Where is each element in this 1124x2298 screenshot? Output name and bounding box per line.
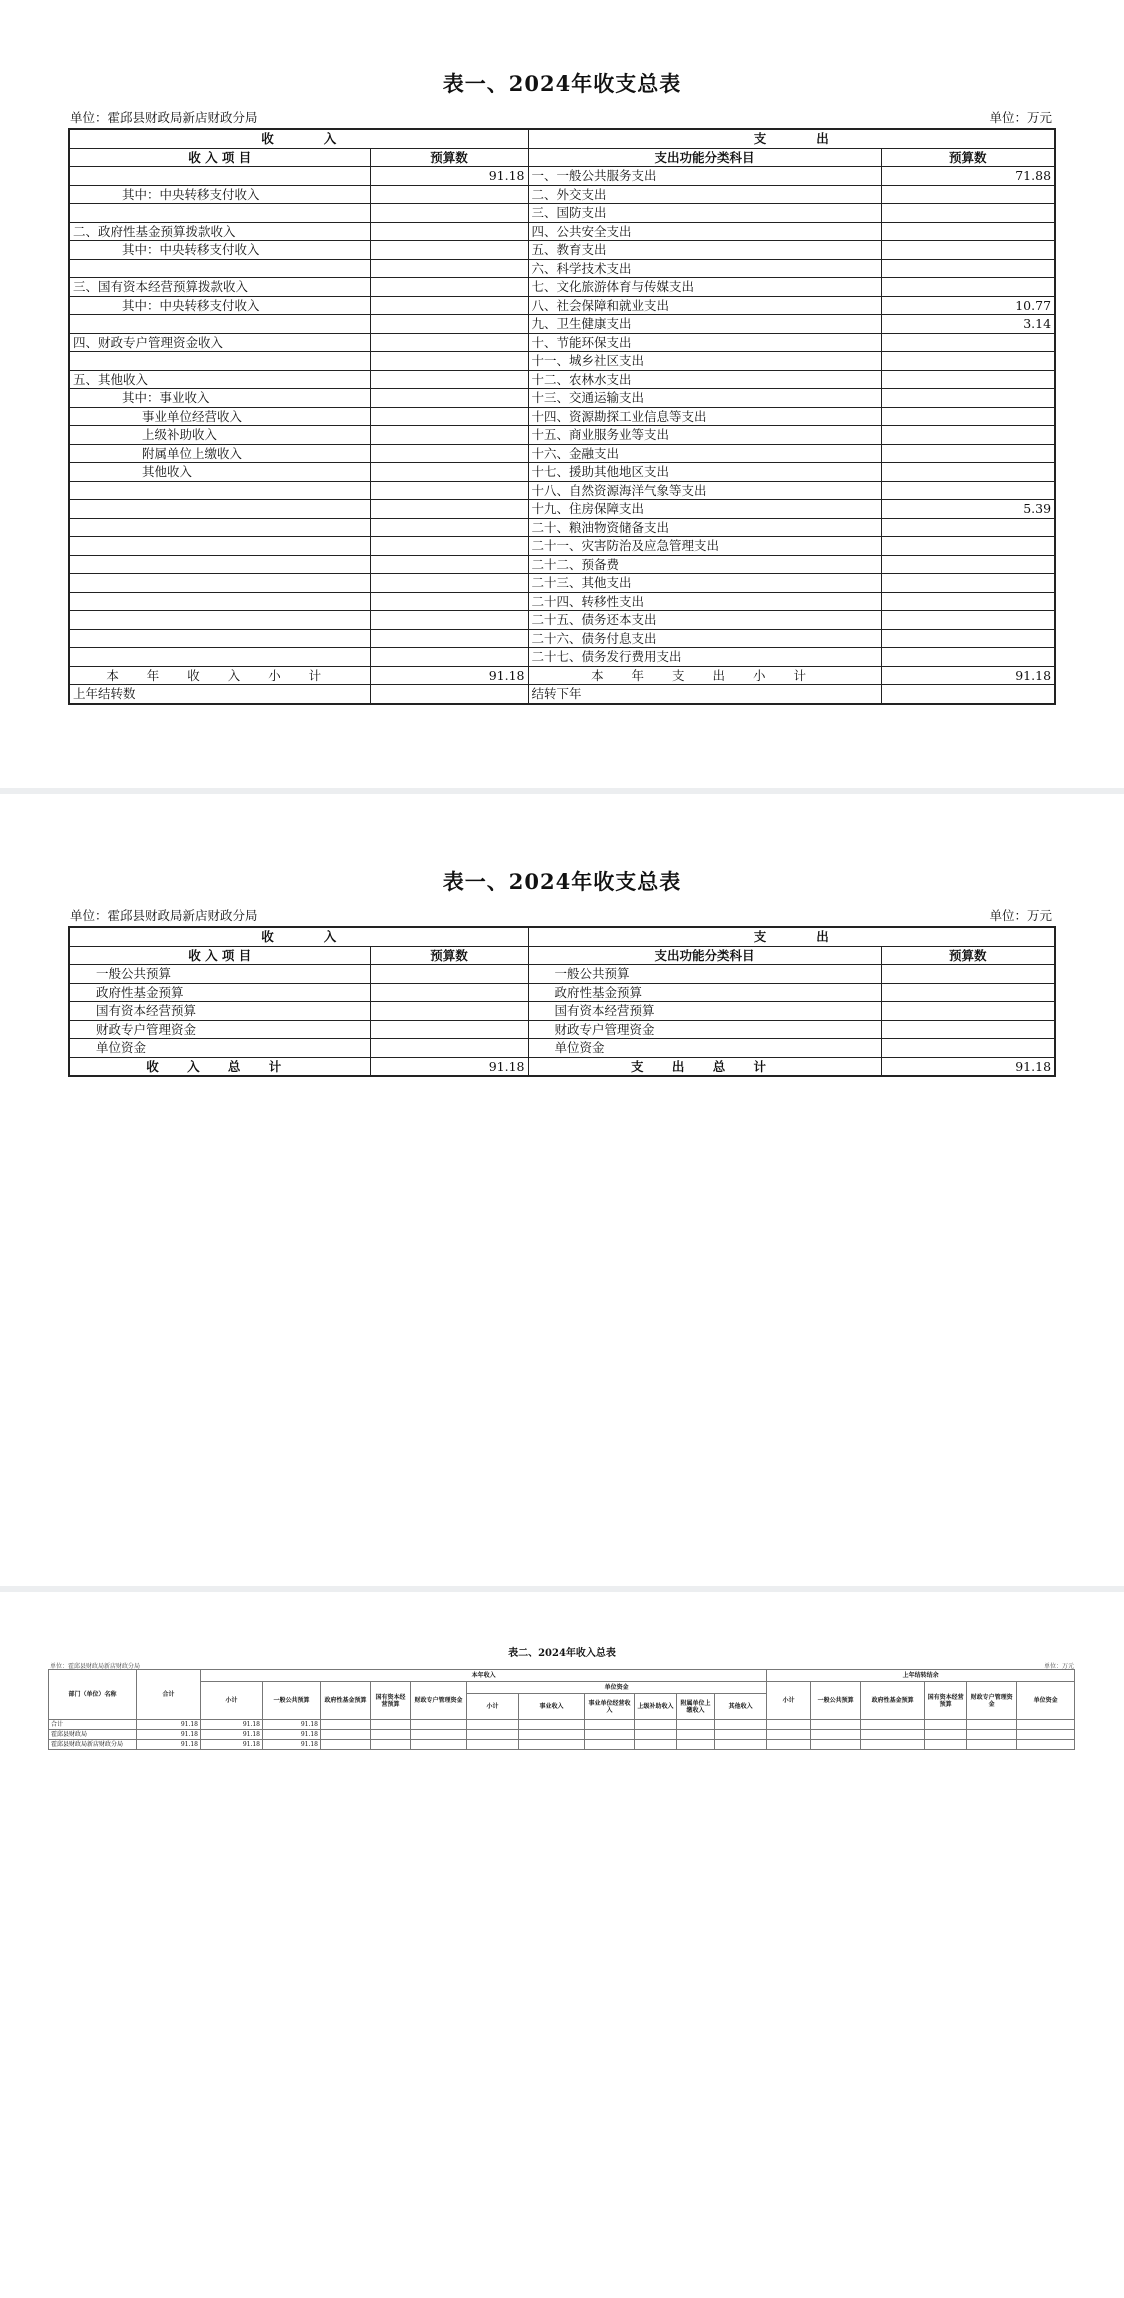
expense-item: 十八、自然资源海洋气象等支出 [528, 481, 881, 500]
t2-h-p-state: 国有资本经营预算 [925, 1682, 967, 1720]
table-row [69, 315, 1055, 334]
income-amount: 91.18 [370, 167, 528, 186]
empty-cell [321, 1720, 371, 1730]
row-general: 91.18 [263, 1740, 321, 1750]
expense-item: 九、卫生健康支出 [528, 315, 881, 334]
table2-unit-left: 单位：霍邱县财政局新店财政分局 [50, 1663, 141, 1670]
expense-amount [881, 611, 1055, 630]
table-row [49, 1740, 1075, 1750]
expense-item: 七、文化旅游体育与传媒支出 [528, 278, 881, 297]
t2-h-u-affiliate: 附属单位上缴收入 [677, 1694, 715, 1720]
col-expense-item-2: 支出功能分类科目 [528, 946, 881, 965]
carry-in-label: 上年结转数 [69, 685, 370, 704]
table1b-title: 表一、2024年收支总表 [442, 869, 682, 894]
expense-item: 二十三、其他支出 [528, 574, 881, 593]
income-item [69, 481, 370, 500]
expense-amount [881, 259, 1055, 278]
table-row [69, 204, 1055, 223]
row-total: 91.18 [137, 1730, 201, 1740]
income-amount [370, 296, 528, 315]
table-row [49, 1730, 1075, 1740]
t2-h-dept: 部门（单位）名称 [49, 1670, 137, 1720]
table-row [69, 1020, 1055, 1039]
row-total: 91.18 [137, 1720, 201, 1730]
expense-amount [881, 1039, 1055, 1058]
col-income-item-2: 收 入 项 目 [69, 946, 370, 965]
empty-cell [967, 1740, 1017, 1750]
income-amount [370, 426, 528, 445]
table-row [69, 444, 1055, 463]
table2-title: 表二、2024年收入总表 [508, 1648, 616, 1659]
income-item [69, 259, 370, 278]
income-amount [370, 648, 528, 667]
t2-h-fund: 政府性基金预算 [321, 1682, 371, 1720]
income-item: 附属单位上缴收入 [69, 444, 370, 463]
income-amount [370, 185, 528, 204]
expense-item: 十四、资源勘探工业信息等支出 [528, 407, 881, 426]
empty-cell [585, 1740, 635, 1750]
income-item: 一般公共预算 [69, 965, 370, 984]
row-total: 91.18 [137, 1740, 201, 1750]
expense-item: 二十四、转移性支出 [528, 592, 881, 611]
empty-cell [715, 1730, 767, 1740]
expense-item: 政府性基金预算 [528, 983, 881, 1002]
table-row [69, 629, 1055, 648]
income-amount [370, 481, 528, 500]
empty-cell [467, 1730, 519, 1740]
expense-amount [881, 352, 1055, 371]
empty-cell [677, 1740, 715, 1750]
table-row [69, 241, 1055, 260]
expense-item: 二十二、预备费 [528, 555, 881, 574]
expense-item: 财政专户管理资金 [528, 1020, 881, 1039]
table-row [69, 965, 1055, 984]
empty-cell [321, 1730, 371, 1740]
income-amount [370, 592, 528, 611]
income-item [69, 592, 370, 611]
expense-header-2: 支 出 [528, 927, 1055, 946]
empty-cell [467, 1740, 519, 1750]
expense-header: 支 出 [528, 129, 1055, 148]
expense-amount [881, 555, 1055, 574]
expense-amount [881, 370, 1055, 389]
table-row [69, 537, 1055, 556]
unit-right-2: 单位：万元 [989, 908, 1052, 923]
income-item [69, 648, 370, 667]
income-amount [370, 222, 528, 241]
income-item [69, 315, 370, 334]
table-row [69, 574, 1055, 593]
carry-out-value [881, 685, 1055, 704]
empty-cell [967, 1720, 1017, 1730]
expense-item: 一般公共预算 [528, 965, 881, 984]
table-row [69, 592, 1055, 611]
empty-cell [411, 1740, 467, 1750]
income-amount [370, 407, 528, 426]
expense-item: 四、公共安全支出 [528, 222, 881, 241]
expense-amount [881, 1020, 1055, 1039]
expense-amount [881, 204, 1055, 223]
expense-amount [881, 518, 1055, 537]
empty-cell [767, 1740, 811, 1750]
expense-item: 国有资本经营预算 [528, 1002, 881, 1021]
empty-cell [925, 1720, 967, 1730]
row-general: 91.18 [263, 1730, 321, 1740]
expense-item: 十二、农林水支出 [528, 370, 881, 389]
expense-amount [881, 1002, 1055, 1021]
col-expense-budget: 预算数 [881, 148, 1055, 167]
income-amount [370, 965, 528, 984]
empty-cell [411, 1720, 467, 1730]
t2-h-p-subtotal: 小计 [767, 1682, 811, 1720]
expense-total-value: 91.18 [881, 1057, 1055, 1076]
col-income-budget: 预算数 [370, 148, 528, 167]
table-row [69, 278, 1055, 297]
expense-subtotal-label: 本 年 支 出 小 计 [528, 666, 881, 685]
expense-amount: 71.88 [881, 167, 1055, 186]
expense-amount [881, 537, 1055, 556]
income-item: 四、财政专户管理资金收入 [69, 333, 370, 352]
empty-cell [371, 1730, 411, 1740]
table-row [69, 370, 1055, 389]
income-item [69, 204, 370, 223]
empty-cell [925, 1740, 967, 1750]
expense-amount: 3.14 [881, 315, 1055, 334]
table-row [69, 185, 1055, 204]
income-amount [370, 278, 528, 297]
table-row [69, 352, 1055, 371]
expense-subtotal-value: 91.18 [881, 666, 1055, 685]
income-amount [370, 500, 528, 519]
t2-h-this-year: 本年收入 [201, 1670, 767, 1682]
row-subtotal: 91.18 [201, 1740, 263, 1750]
expense-item: 二十五、债务还本支出 [528, 611, 881, 630]
t2-h-subtotal: 小计 [201, 1682, 263, 1720]
income-item: 单位资金 [69, 1039, 370, 1058]
empty-cell [1017, 1740, 1075, 1750]
col-income-budget-2: 预算数 [370, 946, 528, 965]
income-header: 收 入 [69, 129, 528, 148]
table-row [69, 167, 1055, 186]
income-amount [370, 611, 528, 630]
income-amount [370, 389, 528, 408]
income-summary-table [48, 1669, 1075, 1750]
expense-amount [881, 241, 1055, 260]
t2-h-u-operating: 事业单位经营收入 [585, 1694, 635, 1720]
t2-h-u-subsidy: 上级补助收入 [635, 1694, 677, 1720]
empty-cell [677, 1730, 715, 1740]
income-amount [370, 444, 528, 463]
table-row [69, 1002, 1055, 1021]
expense-amount: 5.39 [881, 500, 1055, 519]
page-3 [0, 1592, 1124, 2298]
table-row [69, 518, 1055, 537]
empty-cell [811, 1740, 861, 1750]
empty-cell [371, 1720, 411, 1730]
unit-left-2: 单位：霍邱县财政局新店财政分局 [70, 908, 258, 923]
table-row [69, 296, 1055, 315]
col-income-item: 收 入 项 目 [69, 148, 370, 167]
expense-amount [881, 965, 1055, 984]
t2-h-u-business: 事业收入 [519, 1694, 585, 1720]
empty-cell [1017, 1720, 1075, 1730]
expense-amount [881, 463, 1055, 482]
expense-amount [881, 983, 1055, 1002]
table-row [69, 1039, 1055, 1058]
empty-cell [635, 1730, 677, 1740]
table-row [69, 222, 1055, 241]
income-item: 三、国有资本经营预算拨款收入 [69, 278, 370, 297]
income-item [69, 352, 370, 371]
expense-amount [881, 333, 1055, 352]
expense-item: 二十、粮油物资储备支出 [528, 518, 881, 537]
empty-cell [767, 1720, 811, 1730]
expense-item: 十五、商业服务业等支出 [528, 426, 881, 445]
income-item [69, 518, 370, 537]
col-expense-budget-2: 预算数 [881, 946, 1055, 965]
dept-name: 霍邱县财政局新店财政分局 [49, 1740, 137, 1750]
empty-cell [635, 1720, 677, 1730]
income-total-value: 91.18 [370, 1057, 528, 1076]
expense-item: 十一、城乡社区支出 [528, 352, 881, 371]
empty-cell [925, 1730, 967, 1740]
income-item [69, 611, 370, 630]
income-item: 事业单位经营收入 [69, 407, 370, 426]
income-amount [370, 518, 528, 537]
table-row [69, 983, 1055, 1002]
table-row [69, 426, 1055, 445]
table-row [69, 259, 1055, 278]
income-amount [370, 1020, 528, 1039]
expense-amount [881, 407, 1055, 426]
expense-item: 八、社会保障和就业支出 [528, 296, 881, 315]
t2-h-prev-year: 上年结转结余 [767, 1670, 1075, 1682]
summary-table [68, 926, 1056, 1077]
row-general: 91.18 [263, 1720, 321, 1730]
t2-h-p-general: 一般公共预算 [811, 1682, 861, 1720]
expense-amount [881, 222, 1055, 241]
income-item: 上级补助收入 [69, 426, 370, 445]
income-item [69, 500, 370, 519]
income-amount [370, 629, 528, 648]
income-item [69, 537, 370, 556]
t2-h-general: 一般公共预算 [263, 1682, 321, 1720]
carry-in-value [370, 685, 528, 704]
page-2 [0, 794, 1124, 1586]
empty-cell [861, 1740, 925, 1750]
expense-item: 十六、金融支出 [528, 444, 881, 463]
empty-cell [1017, 1730, 1075, 1740]
income-amount [370, 315, 528, 334]
empty-cell [715, 1740, 767, 1750]
expense-item: 二十六、债务付息支出 [528, 629, 881, 648]
t2-h-unit-funds: 单位资金 [467, 1682, 767, 1694]
income-header-2: 收 入 [69, 927, 528, 946]
empty-cell [585, 1720, 635, 1730]
income-amount [370, 1002, 528, 1021]
income-expense-table [68, 128, 1056, 705]
t2-h-special: 财政专户管理资金 [411, 1682, 467, 1720]
empty-cell [811, 1730, 861, 1740]
table-row [69, 648, 1055, 667]
table-row [69, 389, 1055, 408]
income-amount [370, 537, 528, 556]
income-item: 五、其他收入 [69, 370, 370, 389]
expense-amount [881, 444, 1055, 463]
income-subtotal-label: 本 年 收 入 小 计 [69, 666, 370, 685]
income-item: 政府性基金预算 [69, 983, 370, 1002]
expense-amount [881, 185, 1055, 204]
income-item: 二、政府性基金预算拨款收入 [69, 222, 370, 241]
expense-item: 十、节能环保支出 [528, 333, 881, 352]
t2-h-u-subtotal: 小计 [467, 1694, 519, 1720]
table2-unit-right: 单位：万元 [1043, 1663, 1074, 1670]
expense-item: 十七、援助其他地区支出 [528, 463, 881, 482]
dept-name: 霍邱县财政局 [49, 1730, 137, 1740]
expense-amount: 10.77 [881, 296, 1055, 315]
t2-h-u-other: 其他收入 [715, 1694, 767, 1720]
income-item [69, 629, 370, 648]
empty-cell [519, 1730, 585, 1740]
carry-out-label: 结转下年 [528, 685, 881, 704]
expense-item: 二、外交支出 [528, 185, 881, 204]
expense-amount [881, 592, 1055, 611]
empty-cell [967, 1730, 1017, 1740]
income-amount [370, 333, 528, 352]
empty-cell [585, 1730, 635, 1740]
expense-amount [881, 574, 1055, 593]
empty-cell [411, 1730, 467, 1740]
table-row [69, 407, 1055, 426]
income-amount [370, 259, 528, 278]
table1-title: 表一、2024年收支总表 [442, 71, 682, 96]
income-amount [370, 241, 528, 260]
expense-item: 单位资金 [528, 1039, 881, 1058]
page-1 [0, 0, 1124, 788]
expense-amount [881, 648, 1055, 667]
table-row [69, 481, 1055, 500]
unit-left: 单位：霍邱县财政局新店财政分局 [70, 110, 258, 125]
income-item: 其中：中央转移支付收入 [69, 241, 370, 260]
table-row [49, 1720, 1075, 1730]
empty-cell [467, 1720, 519, 1730]
empty-cell [861, 1720, 925, 1730]
t2-h-p-fund: 政府性基金预算 [861, 1682, 925, 1720]
expense-item: 二十一、灾害防治及应急管理支出 [528, 537, 881, 556]
empty-cell [519, 1740, 585, 1750]
income-subtotal-value: 91.18 [370, 666, 528, 685]
income-item: 其中：事业收入 [69, 389, 370, 408]
income-item: 财政专户管理资金 [69, 1020, 370, 1039]
col-expense-item: 支出功能分类科目 [528, 148, 881, 167]
table-row [69, 555, 1055, 574]
expense-total-label: 支 出 总 计 [528, 1057, 881, 1076]
empty-cell [811, 1720, 861, 1730]
table-row [69, 463, 1055, 482]
income-total-label: 收 入 总 计 [69, 1057, 370, 1076]
empty-cell [321, 1740, 371, 1750]
expense-amount [881, 278, 1055, 297]
table-row [69, 500, 1055, 519]
expense-amount [881, 389, 1055, 408]
income-amount [370, 204, 528, 223]
income-amount [370, 352, 528, 371]
income-item: 其中：中央转移支付收入 [69, 185, 370, 204]
expense-amount [881, 629, 1055, 648]
t2-h-p-unit: 单位资金 [1017, 1682, 1075, 1720]
empty-cell [715, 1720, 767, 1730]
expense-amount [881, 481, 1055, 500]
empty-cell [861, 1730, 925, 1740]
income-item [69, 574, 370, 593]
empty-cell [635, 1740, 677, 1750]
income-item [69, 167, 370, 186]
empty-cell [767, 1730, 811, 1740]
empty-cell [519, 1720, 585, 1730]
expense-item: 五、教育支出 [528, 241, 881, 260]
dept-name: 合计 [49, 1720, 137, 1730]
t2-h-p-special: 财政专户管理资金 [967, 1682, 1017, 1720]
income-item [69, 555, 370, 574]
income-item: 其中：中央转移支付收入 [69, 296, 370, 315]
income-item: 其他收入 [69, 463, 370, 482]
t2-h-state: 国有资本经营预算 [371, 1682, 411, 1720]
expense-item: 十九、住房保障支出 [528, 500, 881, 519]
row-subtotal: 91.18 [201, 1720, 263, 1730]
income-amount [370, 555, 528, 574]
expense-item: 二十七、债务发行费用支出 [528, 648, 881, 667]
unit-right: 单位：万元 [989, 110, 1052, 125]
expense-item: 十三、交通运输支出 [528, 389, 881, 408]
empty-cell [677, 1720, 715, 1730]
income-amount [370, 463, 528, 482]
income-amount [370, 574, 528, 593]
t2-h-total: 合计 [137, 1670, 201, 1720]
income-amount [370, 983, 528, 1002]
expense-item: 一、一般公共服务支出 [528, 167, 881, 186]
table-row [69, 333, 1055, 352]
table-row [69, 611, 1055, 630]
income-amount [370, 370, 528, 389]
expense-amount [881, 426, 1055, 445]
expense-item: 六、科学技术支出 [528, 259, 881, 278]
empty-cell [371, 1740, 411, 1750]
row-subtotal: 91.18 [201, 1730, 263, 1740]
income-amount [370, 1039, 528, 1058]
expense-item: 三、国防支出 [528, 204, 881, 223]
income-item: 国有资本经营预算 [69, 1002, 370, 1021]
